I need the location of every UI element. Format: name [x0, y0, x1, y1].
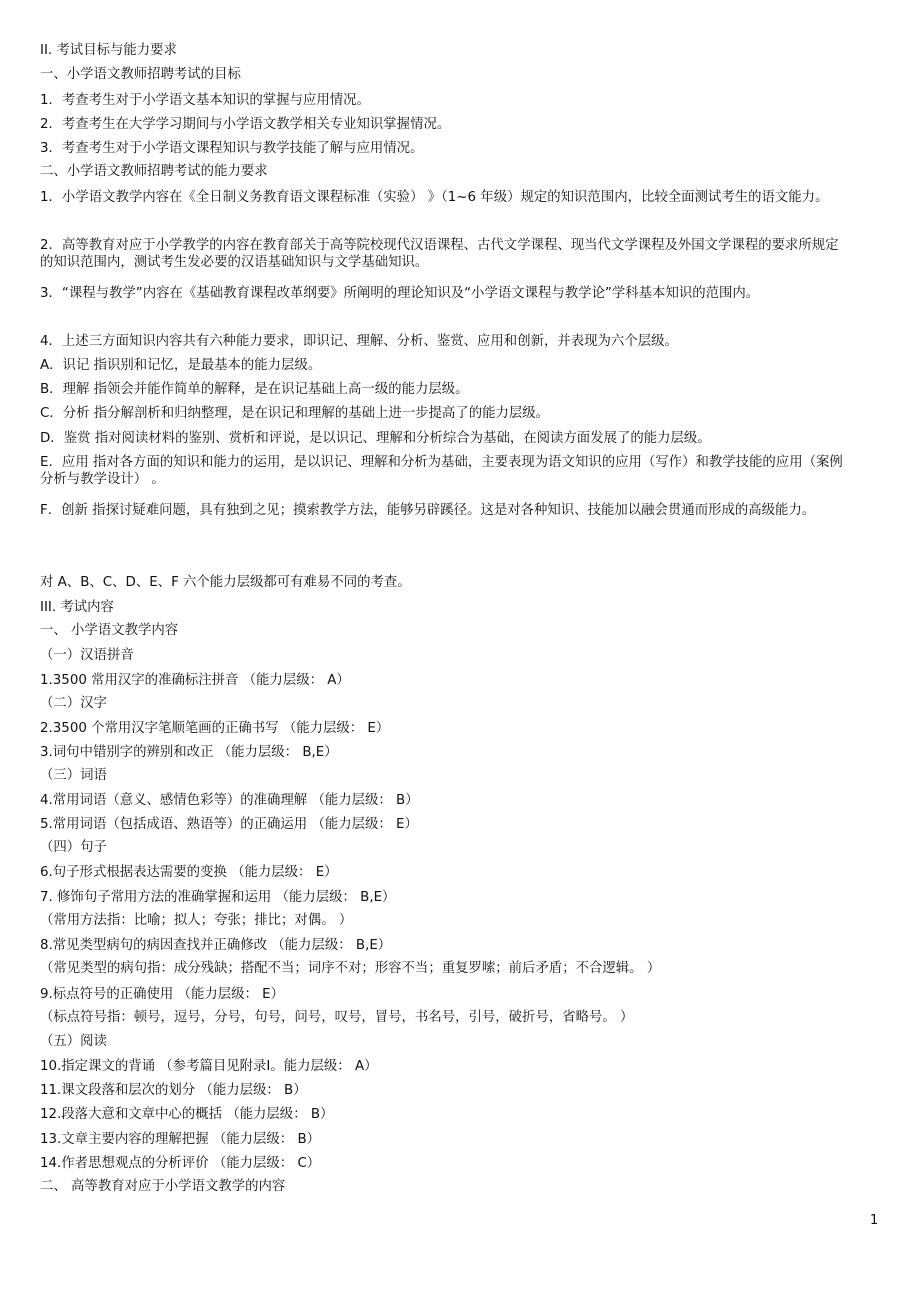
paragraph: 对 A、B、C、D、E、F 六个能力层级都可有难易不同的考查。 [40, 575, 411, 590]
category-heading: （一）汉语拼音 [40, 648, 134, 663]
list-item: 13.文章主要内容的理解把握 （能力层级： B） [40, 1132, 321, 1147]
category-heading: （三）词语 [40, 768, 107, 783]
list-item: 1．考查考生对于小学语文基本知识的掌握与应用情况。 [40, 93, 370, 108]
list-item: A．识记 指识别和记忆，是最基本的能力层级。 [40, 358, 322, 373]
category-heading: （四）句子 [40, 840, 107, 855]
list-item: B．理解 指领会并能作简单的解释，是在识记基础上高一级的能力层级。 [40, 382, 469, 397]
list-item: 6.句子形式根据表达需要的变换 （能力层级： E） [40, 865, 338, 880]
list-item: 1.3500 常用汉字的准确标注拼音 （能力层级： A） [40, 673, 350, 688]
list-item: 5.常用词语（包括成语、熟语等）的正确运用 （能力层级： E） [40, 817, 418, 832]
subsection-heading: 一、 小学语文教学内容 [40, 623, 179, 638]
list-item: E．应用 指对各方面的知识和能力的运用，是以识记、理解和分析为基础，主要表现为语文知识的应用（写作）和教学技能的应用（案例分析与教学设计） 。 [40, 455, 843, 487]
subsection-heading: 二、小学语文教师招聘考试的能力要求 [40, 164, 268, 179]
list-item: 9.标点符号的正确使用 （能力层级： E） [40, 987, 284, 1002]
page-number: 1 [870, 1213, 879, 1228]
list-item: 8.常见类型病句的病因查找并正确修改 （能力层级： B,E） [40, 938, 392, 953]
subsection-heading: 一、小学语文教师招聘考试的目标 [40, 67, 241, 82]
category-heading: （五）阅读 [40, 1034, 107, 1049]
list-item: 3．考查考生对于小学语文课程知识与教学技能了解与应用情况。 [40, 141, 424, 156]
list-item: C．分析 指分解剖析和归纳整理，是在识记和理解的基础上进一步提高了的能力层级。 [40, 406, 550, 421]
paragraph: 4．上述三方面知识内容共有六种能力要求，即识记、理解、分析、鉴赏、应用和创新，并表现为六个层级。 [40, 334, 678, 349]
list-item: 7. 修饰句子常用方法的准确掌握和运用 （能力层级： B,E） [40, 890, 396, 905]
list-item: D．鉴赏 指对阅读材料的鉴别、赏析和评说，是以识记、理解和分析综合为基础，在阅读方面发展了的能力层级。 [40, 431, 711, 446]
list-item: 2.3500 个常用汉字笔顺笔画的正确书写 （能力层级： E） [40, 721, 390, 736]
paragraph: 3．“课程与教学”内容在《基础教育课程改革纲要》所阐明的理论知识及“小学语文课程与教学论”学科基本知识的范围内。 [40, 286, 760, 301]
list-note: （常见类型的病句指：成分残缺；搭配不当；词序不对；形容不当；重复罗嗦；前后矛盾；不合逻辑。 ） [40, 961, 661, 976]
list-item: 2．考查考生在大学学习期间与小学语文教学相关专业知识掌握情况。 [40, 117, 451, 132]
list-item: F．创新 指探讨疑难问题，具有独到之见；摸索教学方法，能够另辟蹊径。这是对各种知识、技能加以融会贯通而形成的高级能力。 [40, 503, 816, 518]
list-note: （标点符号指：顿号，逗号，分号，句号，问号，叹号，冒号，书名号，引号，破折号，省略号。 ） [40, 1010, 634, 1025]
list-note: （常用方法指：比喻；拟人；夸张；排比；对偶。 ） [40, 913, 353, 928]
list-item: 4.常用词语（意义、感情色彩等）的准确理解 （能力层级： B） [40, 793, 419, 808]
paragraph: 1．小学语文教学内容在《全日制义务教育语文课程标准（实验） 》（1~6 年级）规定的知识范围内，比较全面测试考生的语文能力。 [40, 190, 829, 205]
section-heading: III. 考试内容 [40, 600, 114, 615]
list-item: 11.课文段落和层次的划分 （能力层级： B） [40, 1083, 307, 1098]
list-item: 10.指定课文的背诵 （参考篇目见附录Ⅰ。能力层级： A） [40, 1059, 378, 1074]
list-item: 3.词句中错别字的辨别和改正 （能力层级： B,E） [40, 745, 338, 760]
list-item: 12.段落大意和文章中心的概括 （能力层级： B） [40, 1107, 334, 1122]
list-item: 14.作者思想观点的分析评价 （能力层级： C） [40, 1156, 321, 1171]
paragraph: 2．高等教育对应于小学教学的内容在教育部关于高等院校现代汉语课程、古代文学课程、现当代文学课程及外国文学课程的要求所规定的知识范围内，测试考生发必要的汉语基础知识与文学基础知识。 [40, 238, 839, 270]
category-heading: （二）汉字 [40, 696, 107, 711]
subsection-heading: 二、 高等教育对应于小学语文教学的内容 [40, 1179, 286, 1194]
section-heading: II. 考试目标与能力要求 [40, 43, 177, 58]
